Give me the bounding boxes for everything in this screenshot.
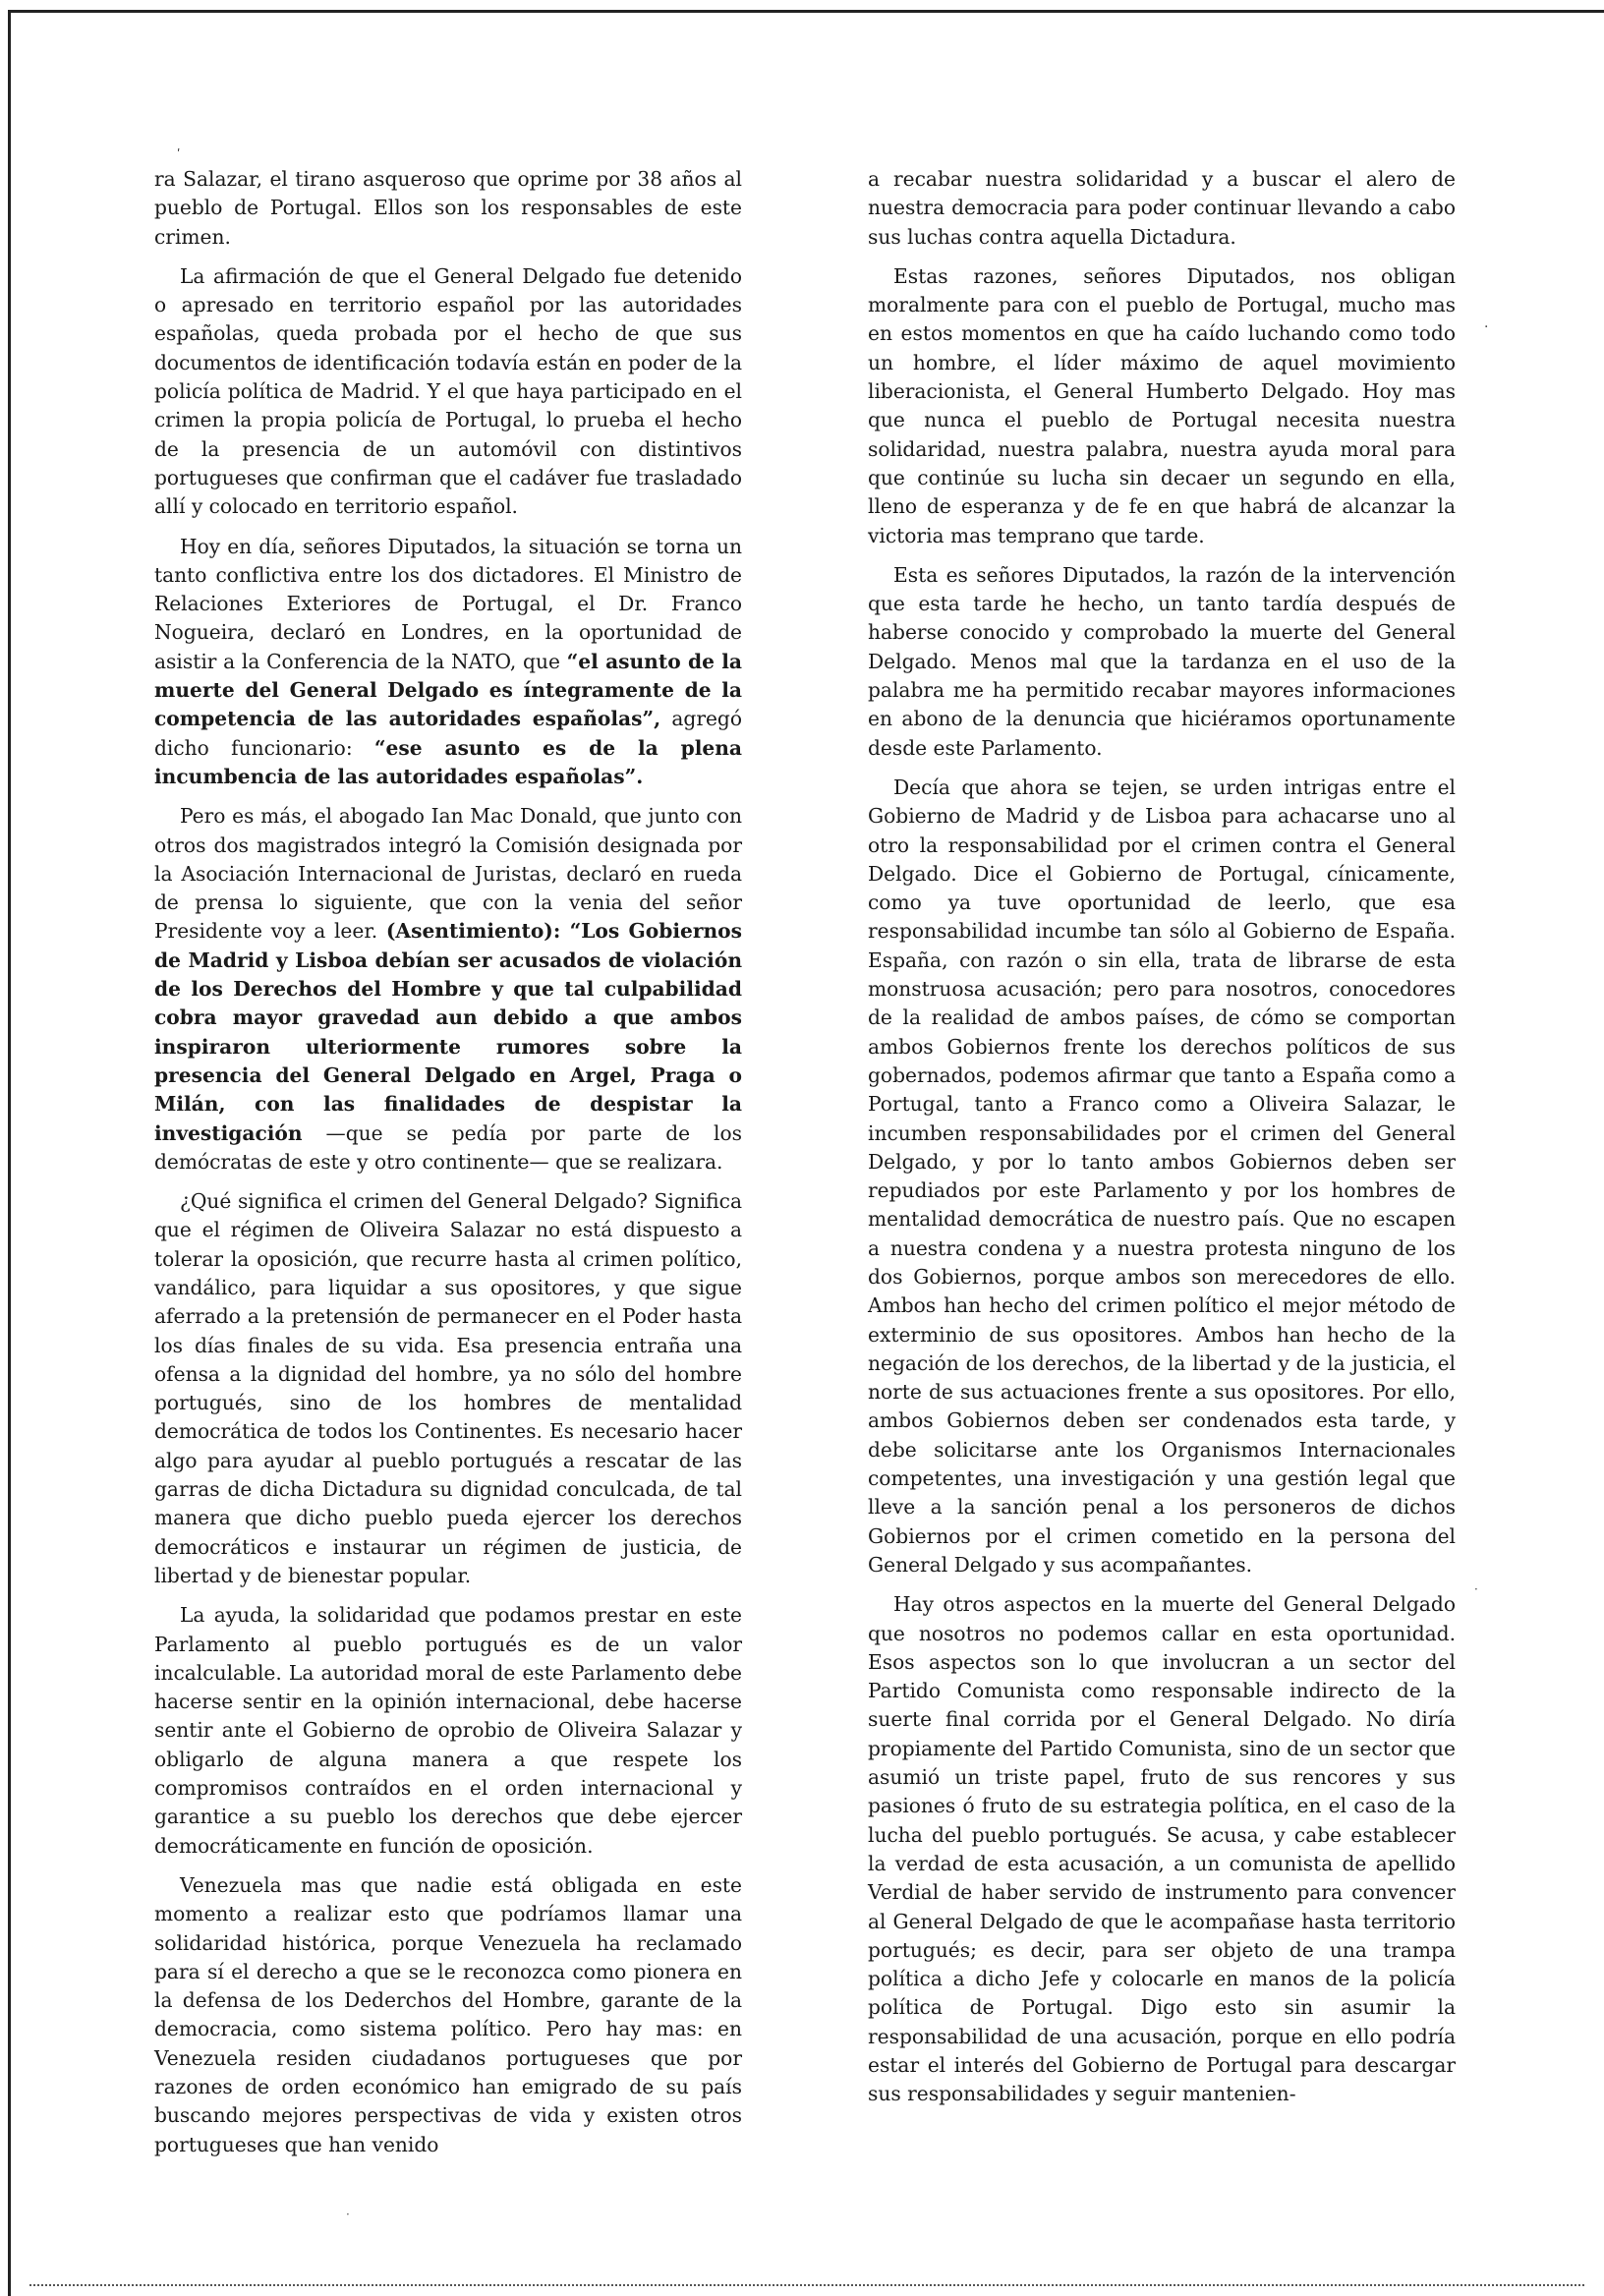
left-column	[154, 165, 742, 2170]
bold-quote: (Asentimiento): “Los Gobiernos de Madrid y Lisboa debían ser acusados de violación de los Derechos del Hombre y que tal culpabilidad cobra mayor gravedad aun debido a que ambos inspiraron ulteriormente rumores sobre la presencia del General Delgado en Argel, Praga o Milán, con las finalidades de despistar la investigación	[154, 919, 742, 1145]
scan-speck: ·	[1484, 319, 1489, 335]
paragraph: Decía que ahora se tejen, se urden intrigas entre el Gobierno de Madrid y de Lisboa para achacarse uno al otro la responsabilidad por el crimen contra el General Delgado. Dice el Gobierno de Portugal, cínicamente, como ya tuve oportunidad de leerlo, que esa responsabilidad incumbe tan sólo al Gobierno de España. España, con razón o sin ella, trata de librarse de esta monstruosa acusación; pero para nosotros, conocedores de la realidad de ambos países, de cómo se comportan ambos Gobiernos frente los derechos políticos de sus gobernados, podemos afirmar que tanto a España como a Portugal, tanto a Franco como a Oliveira Salazar, le incumben responsabilidades por el crimen del General Delgado, y por lo tanto ambos Gobiernos deben ser repudiados por este Parlamento y por los hombres de mentalidad democrática de nuestro país. Que no escapen a nuestra condena y a nuestra protesta ninguno de los dos Gobiernos, porque ambos son merecedores de ello. Ambos han hecho del crimen político el mejor método de exterminio de sus opositores. Ambos han hecho de la negación de los derechos, de la libertad y de la justicia, el norte de sus actuaciones frente a sus opositores. Por ello, ambos Gobiernos deben ser condenados esta tarde, y debe solicitarse ante los Organismos Internacionales competentes, una investigación y una gestión legal que lleve a la sanción penal a los personeros de dichos Gobiernos por el crimen cometido en la persona del General Delgado y sus acompañantes.	[868, 775, 1456, 1577]
paragraph: La afirmación de que el General Delgado fue detenido o apresado en territorio español por las autoridades españolas, queda probada por el hecho de que sus documentos de identificación todavía están en poder de la policía política de Madrid. Y el que haya participado en el crimen la propia policía de Portugal, lo prueba el hecho de la presencia de un automóvil con distintivos portugueses que confirman que el cadáver fue trasladado allí y colocado en territorio español.	[154, 263, 742, 519]
bold-quote: “el asunto de la muerte del General Delgado es íntegramente de la competencia de las autoridades españolas”,	[154, 649, 742, 731]
paragraph	[154, 533, 742, 792]
page-border-left	[8, 10, 11, 2296]
paragraph: a recabar nuestra solidaridad y a buscar el alero de nuestra democracia para poder continuar llevando a cabo sus luchas contra aquella Dictadura.	[868, 167, 1456, 249]
paragraph: ¿Qué significa el crimen del General Delgado? Significa que el régimen de Oliveira Salazar no está dispuesto a tolerar la oposición, que recurre hasta al crimen político, vandálico, para liquidar a sus opositores, y que sigue aferrado a la pretensión de permanecer en el Poder hasta los días finales de su vida. Esa presencia entraña una ofensa a la dignidad del hombre, ya no sólo del hombre portugués, sino de los hombres de mentalidad democrática de todos los Continentes. Es necesario hacer algo para ayudar al pueblo portugués a rescatar de las garras de dicha Dictadura su dignidad conculcada, de tal manera que dicho pueblo pueda ejercer los derechos democráticos e instaurar un régimen de justicia, de libertad y de bienestar popular.	[154, 1189, 742, 1587]
paragraph	[154, 802, 742, 1177]
paragraph-text: —que se pedía por parte de los demócratas de este y otro continente— que se realizara.	[154, 1120, 742, 1174]
page-border-bottom	[29, 2284, 1584, 2286]
paragraph: La ayuda, la solidaridad que podamos prestar en este Parlamento al pueblo portugués es de un valor incalculable. La autoridad moral de este Parlamento debe hacerse sentir en la opinión internacional, debe hacerse sentir ante el Gobierno de oprobio de Oliveira Salazar y obligarlo de alguna manera a que respete los compromisos contraídos en el orden internacional y garantice a su pueblo los derechos que debe ejercer democráticamente en función de oposición.	[154, 1603, 742, 1858]
bold-quote: “ese asunto es de la plena incumbencia de las autoridades españolas”.	[154, 735, 742, 788]
right-column	[868, 165, 1456, 2120]
paragraph: ra Salazar, el tirano asqueroso que oprime por 38 años al pueblo de Portugal. Ellos son los responsables de este crimen.	[154, 167, 742, 249]
paragraph-text: Hoy en día, señores Diputados, la situación se torna un tanto conflictiva entre los dos dictadores. El Ministro de Relaciones Exteriores de Portugal, el Dr. Franco Nogueira, declaró en Londres, en la oportunidad de asistir a la Conferencia de la NATO, que	[154, 534, 742, 673]
paragraph-text: agregó dicho funcionario:	[154, 707, 742, 760]
paragraph-text: Pero es más, el abogado Ian Mac Donald, que junto con otros dos magistrados integró la Comisión designada por la Asociación Internacional de Juristas, declaró en rueda de prensa lo siguiente, que con la venia del señor Presidente voy a leer.	[154, 804, 742, 944]
paragraph: Esta es señores Diputados, la razón de la intervención que esta tarde he hecho, un tanto tardía después de haberse conocido y comprobado la muerte del General Delgado. Menos mal que la tardanza en el uso de la palabra me ha permitido recabar mayores informaciones en abono de la denuncia que hiciéramos oportunamente desde este Parlamento.	[868, 562, 1456, 760]
page-border-top	[8, 10, 1604, 13]
paragraph: Hay otros aspectos en la muerte del General Delgado que nosotros no podemos callar en esta oportunidad. Esos aspectos son lo que involucran a un sector del Partido Comunista como responsable indirecto de la suerte final corrida por el General Delgado. No diría propiamente del Partido Comunista, sino de un sector que asumió un triste papel, fruto de sus rencores y sus pasiones ó fruto de su estrategia política, en el caso de la lucha del pueblo portugués. Se acusa, y cabe establecer la verdad de esta acusación, a un comunista de apellido Verdial de haber servido de instrumento para convencer al General Delgado de que le acompañase hasta territorio portugués; es decir, para ser objeto de una trampa política a dicho Jefe y colocarle en manos de la policía política de Portugal. Digo esto sin asumir la responsabilidad de una acusación, porque en ello podría estar el interés del Gobierno de Portugal para descargar sus responsabilidades y seguir mantenien-	[868, 1592, 1456, 2106]
paragraph: Venezuela mas que nadie está obligada en este momento a realizar esto que podríamos llamar una solidaridad histórica, porque Venezuela ha reclamado para sí el derecho a que se le reconozca como pionera en la defensa de los Dederchos del Hombre, garante de la democracia, como sistema político. Pero hay mas: en Venezuela residen ciudadanos portugueses que por razones de orden económico han emigrado de su país buscando mejores perspectivas de vida y existen otros portugueses que han venido	[154, 1872, 742, 2156]
scan-speck: ·	[346, 2208, 350, 2221]
paragraph: Estas razones, señores Diputados, nos obligan moralmente para con el pueblo de Portugal, mucho mas en estos momentos en que ha caído luchando como todo un hombre, el líder máximo de aquel movimiento liberacionista, el General Humberto Delgado. Hoy mas que nunca el pueblo de Portugal necesita nuestra solidaridad, nuestra palabra, nuestra ayuda moral para que continúe su lucha sin decaer un segundo en ella, lleno de esperanza y de fe en que habrá de alcanzar la victoria mas temprano que tarde.	[868, 263, 1456, 547]
scan-speck: ·	[1474, 1582, 1478, 1596]
scan-mark: ʹ	[177, 147, 181, 161]
